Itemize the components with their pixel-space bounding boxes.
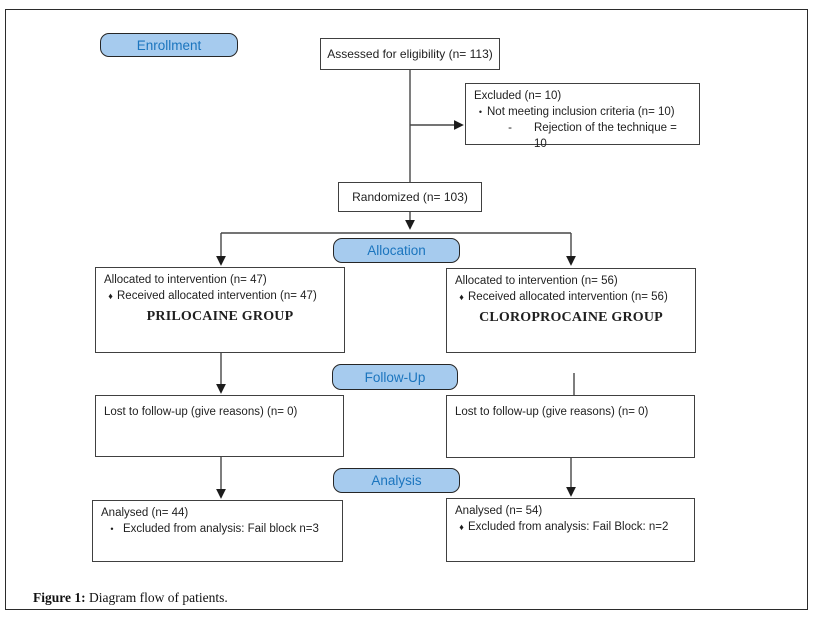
stage-label-followup-text: Follow-Up	[364, 369, 426, 385]
bullet-icon: ♦	[459, 291, 464, 302]
figure-caption-text: Diagram flow of patients.	[85, 590, 228, 605]
followup-left-text: Lost to follow-up (give reasons) (n= 0)	[104, 406, 298, 418]
followup-right-text: Lost to follow-up (give reasons) (n= 0)	[455, 406, 649, 418]
bullet-icon: •	[478, 106, 483, 117]
alloc-left-line1: Allocated to intervention (n= 47)	[104, 274, 267, 286]
excluded-line1: Excluded (n= 10)	[474, 90, 562, 102]
bullet-icon: ♦	[108, 290, 113, 301]
analysis-right-line2: Excluded from analysis: Fail Block: n=2	[468, 520, 669, 533]
excluded-line3: Rejection of the technique = 10	[534, 121, 677, 150]
followup-right-box	[446, 395, 695, 458]
figure-caption-label: Figure 1:	[33, 590, 86, 605]
stage-label-analysis	[333, 468, 460, 493]
followup-left-box	[95, 395, 344, 457]
stage-label-allocation	[333, 238, 460, 263]
stage-label-analysis-text: Analysis	[371, 473, 422, 488]
excluded-line2: Not meeting inclusion criteria (n= 10)	[487, 105, 675, 118]
stage-label-allocation-text: Allocation	[367, 243, 426, 258]
assessed-box	[320, 38, 500, 70]
randomized-text: Randomized (n= 103)	[352, 189, 468, 204]
stage-label-enrollment-text: Enrollment	[136, 37, 202, 53]
alloc-right-line1: Allocated to intervention (n= 56)	[455, 275, 618, 287]
analysis-left-line2: Excluded from analysis: Fail block n=3	[123, 522, 319, 535]
analysis-right-line1: Analysed (n= 54)	[455, 505, 543, 517]
assessed-text: Assessed for eligibility (n= 113)	[327, 46, 493, 61]
alloc-left-group-title: PRILOCAINE GROUP	[146, 308, 294, 324]
allocation-right-box	[446, 268, 696, 353]
alloc-right-group-title: CLOROPROCAINE GROUP	[479, 309, 663, 325]
excluded-box	[465, 83, 700, 150]
analysis-left-box	[92, 500, 343, 562]
stage-label-followup	[332, 364, 458, 390]
figure-caption	[33, 590, 228, 606]
dash-icon: -	[508, 121, 512, 134]
stage-label-enrollment	[100, 33, 238, 57]
analysis-right-box	[446, 498, 695, 562]
allocation-left-box	[95, 267, 345, 353]
bullet-icon: •	[110, 523, 114, 534]
randomized-box	[338, 182, 482, 212]
bullet-icon: ♦	[459, 521, 464, 532]
alloc-left-line2: Received allocated intervention (n= 47)	[117, 289, 317, 302]
alloc-right-line2: Received allocated intervention (n= 56)	[468, 290, 668, 303]
analysis-left-line1: Analysed (n= 44)	[101, 507, 189, 519]
